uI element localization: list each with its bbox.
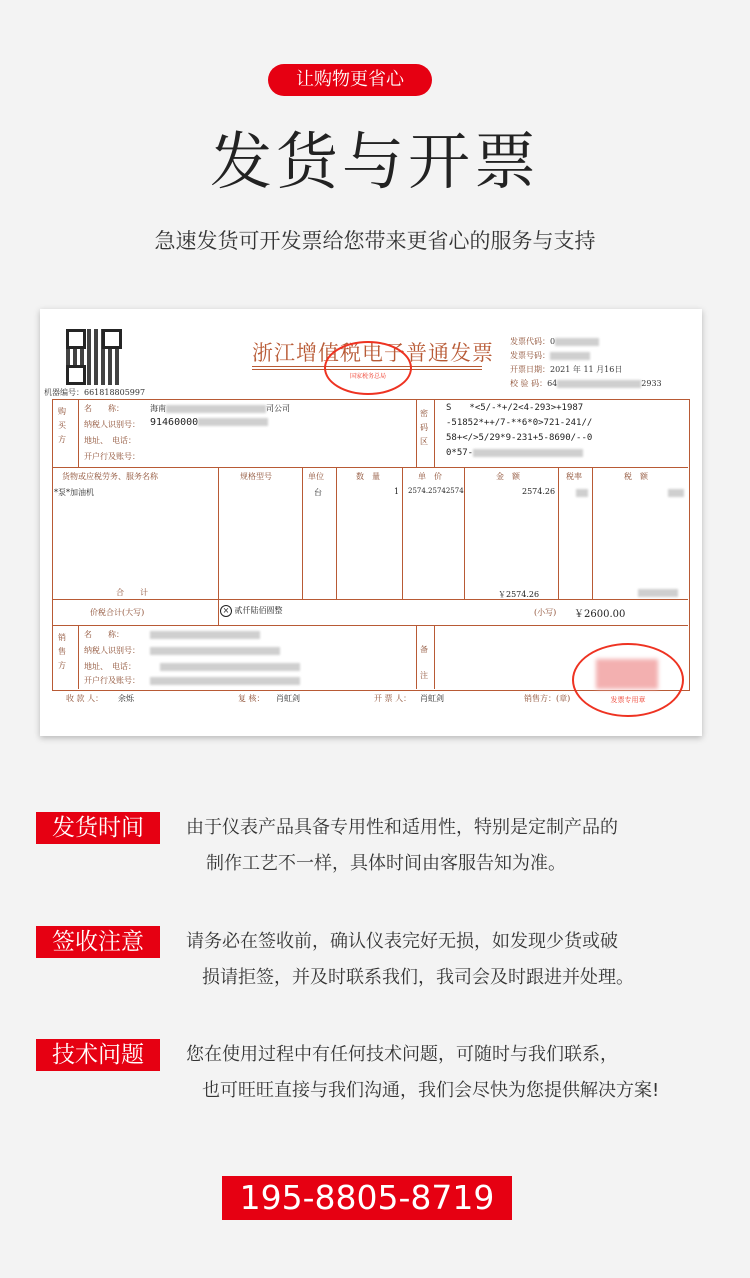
seller-seal-label: 销售方：(章) xyxy=(524,694,571,703)
grand-total-label: 价税合计(大写) xyxy=(90,608,145,617)
col-price: 单 价 xyxy=(418,472,442,481)
remark-label: 备注 xyxy=(420,645,428,680)
reviewer: 肖虹剑 xyxy=(276,694,300,703)
receipt-notice-tag: 签收注意 xyxy=(36,926,160,958)
tax-bureau-stamp: 国家税务总局 xyxy=(324,341,412,395)
qr-code-icon xyxy=(66,329,122,385)
buyer-name: 海南 司公司 xyxy=(150,404,290,413)
col-tax: 税 额 xyxy=(624,472,648,481)
invoice-table xyxy=(52,399,690,691)
invoice-seal-stamp: 发票专用章 xyxy=(572,643,684,717)
tech-issue-line1: 您在使用过程中有任何技术问题，可随时与我们联系， xyxy=(186,1044,618,1065)
tech-issue-tag: 技术问题 xyxy=(36,1039,160,1071)
col-unit: 单位 xyxy=(308,472,324,481)
grand-total-words: × 贰仟陆佰圆整 xyxy=(220,605,283,617)
password-area-label: 密码区 xyxy=(420,409,428,446)
item-price: 2574.25742574 xyxy=(408,487,464,495)
shipping-time-tag: 发货时间 xyxy=(36,812,160,844)
invoice-image: 机器编号：661818805997 浙江增值税电子普通发票 国家税务总局 发票代码：0 发票号码： 开票日期：2021 年 11 月16日 校 验 码：64 2933 购买方 名 称： 海南 司公司 纳税人识别号： 91460000 地址、 电话： 开户行及账号： 密码区 S *<5/-*+/2<4-293>+1987 -51852*++/7-**6*0>721-241// 58+</>5/29*9-231+5-8690/--0 0*57- 货物或应税劳务、服务名称 规格型号 单位 数 量 单 价 金 额 税率 税 额 *泵*加油机 台 1 2574.25742574 2574.26 合 计 ￥2574.26 价税合计(大写) × 贰仟陆佰圆整 (小写) ￥2600.00 销售方 名 称： 纳税人识别号： 地址、 电话： 开户行及账号： 备注 收 款 人： 余烁 复 核： 肖虹剑 开 票 人： 肖虹剑 销售方：(章) 发票专用章 xyxy=(40,309,702,736)
total-amount: ￥2574.26 xyxy=(498,590,540,599)
payee: 余烁 xyxy=(118,694,134,703)
page-subtitle: 急速发货可开发票给您带来更省心的服务与支持 xyxy=(154,229,596,253)
item-unit: 台 xyxy=(314,488,322,497)
total-label: 合 计 xyxy=(116,588,148,597)
grand-total-small: ￥2600.00 xyxy=(574,609,626,620)
item-name: *泵*加油机 xyxy=(54,488,94,497)
shipping-time-line2: 制作工艺不一样，具体时间由客服告知为准。 xyxy=(206,853,566,874)
item-qty: 1 xyxy=(394,487,400,496)
buyer-side-label: 购买方 xyxy=(58,407,66,444)
col-spec: 规格型号 xyxy=(240,472,272,481)
item-amount: 2574.26 xyxy=(522,487,556,496)
slogan-badge: 让购物更省心 xyxy=(268,64,432,96)
password-area: S *<5/-*+/2<4-293>+1987 -51852*++/7-**6*0>721-241// 58+</>5/29*9-231+5-8690/--0 0*57- xyxy=(446,403,593,458)
seller-side-label: 销售方 xyxy=(58,633,66,670)
buyer-tax-id: 91460000 xyxy=(150,417,268,428)
receipt-notice-line2: 损请拒签，并及时联系我们，我司会及时跟进并处理。 xyxy=(202,967,634,988)
receipt-notice-line1: 请务必在签收前，确认仪表完好无损，如发现少货或破 xyxy=(186,931,618,952)
phone-number: 195-8805-8719 xyxy=(222,1176,512,1220)
invoice-meta: 发票代码：0 发票号码： 开票日期：2021 年 11 月16日 校 验 码：64 2933 xyxy=(510,337,662,388)
tech-issue-line2: 也可旺旺直接与我们沟通，我们会尽快为您提供解决方案! xyxy=(202,1080,660,1101)
machine-number: 机器编号：661818805997 xyxy=(44,388,146,397)
col-goods: 货物或应税劳务、服务名称 xyxy=(62,472,158,481)
col-qty: 数 量 xyxy=(356,472,380,481)
shipping-time-line1: 由于仪表产品具备专用性和适用性，特别是定制产品的 xyxy=(186,817,618,838)
col-amount: 金 额 xyxy=(496,472,520,481)
col-tax-rate: 税率 xyxy=(566,472,582,481)
page-title: 发货与开票 xyxy=(209,125,540,198)
issuer: 肖虹剑 xyxy=(420,694,444,703)
invoice-title: 浙江增值税电子普通发票 xyxy=(252,341,494,365)
